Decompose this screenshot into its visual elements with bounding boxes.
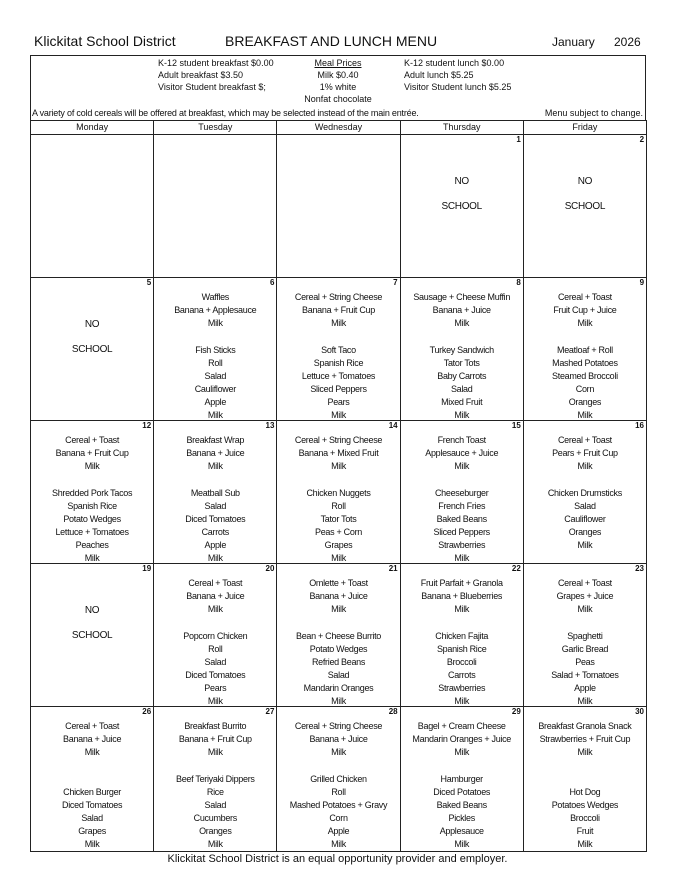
menu-item: Cereal + Toast xyxy=(65,721,120,731)
day-number: 23 xyxy=(635,564,645,573)
day-cell xyxy=(401,278,524,420)
breakfast-menu xyxy=(154,577,276,616)
menu-item: Oranges xyxy=(199,826,232,836)
menu-item: Milk xyxy=(577,410,593,420)
price-line: Adult lunch $5.25 xyxy=(404,70,474,80)
menu-item: Grilled Chicken xyxy=(310,774,367,784)
no-school-line: NO xyxy=(454,176,469,187)
lunch-menu xyxy=(154,487,276,563)
menu-item: Peaches xyxy=(75,540,109,550)
menu-item: Hot Dog xyxy=(569,787,601,797)
day-number: 26 xyxy=(142,707,152,716)
menu-item: Milk xyxy=(84,839,100,849)
menu-item: Fruit Cup + Juice xyxy=(553,305,617,315)
menu-item: Banana + Juice xyxy=(309,591,368,601)
menu-item: Cauliflower xyxy=(194,384,236,394)
no-school-line: SCHOOL xyxy=(564,201,606,212)
menu-item: French Toast xyxy=(437,435,486,445)
menu-item: Milk xyxy=(577,461,593,471)
day-number: 28 xyxy=(388,707,398,716)
menu-item: Applesauce + Juice xyxy=(425,448,499,458)
day-header: Monday xyxy=(31,121,154,134)
breakfast-menu xyxy=(154,720,276,759)
menu-item: Broccoli xyxy=(446,657,477,667)
day-header: Wednesday xyxy=(277,121,400,134)
lunch-menu xyxy=(154,630,276,706)
menu-item: Garlic Bread xyxy=(561,644,609,654)
menu-item: Oranges xyxy=(568,527,602,537)
menu-item: Carrots xyxy=(201,527,229,537)
menu-item: Pears xyxy=(204,683,227,693)
lunch-menu xyxy=(401,344,523,420)
menu-item: Milk xyxy=(454,410,470,420)
day-number: 22 xyxy=(511,564,521,573)
day-number: 8 xyxy=(516,278,521,287)
menu-item: Pears xyxy=(327,397,350,407)
menu-item: Milk xyxy=(331,696,346,706)
day-cell xyxy=(31,135,154,277)
menu-item: Sliced Peppers xyxy=(310,384,367,394)
menu-item: Milk xyxy=(454,318,470,328)
menu-item: Omlette + Toast xyxy=(309,578,368,588)
menu-item: French Fries xyxy=(438,501,486,511)
day-cell xyxy=(277,564,400,706)
menu-item: Roll xyxy=(208,358,223,368)
menu-item: Sliced Peppers xyxy=(433,527,490,537)
menu-item: Meatball Sub xyxy=(190,488,240,498)
week-row xyxy=(31,421,646,564)
breakfast-menu xyxy=(277,577,399,616)
menu-item: Mashed Potatoes xyxy=(552,358,618,368)
menu-item: Lettuce + Tomatoes xyxy=(301,371,376,381)
no-school-line: SCHOOL xyxy=(71,630,113,641)
menu-item: Rice xyxy=(206,787,224,797)
menu-item: Fruit xyxy=(576,826,594,836)
menu-item: Salad xyxy=(81,813,103,823)
menu-item: Turkey Sandwich xyxy=(429,345,494,355)
menu-item: Milk xyxy=(577,540,593,550)
menu-item: Apple xyxy=(204,540,227,550)
breakfast-menu xyxy=(31,434,153,473)
weeks-container xyxy=(31,135,646,851)
menu-item: Sausage + Cheese Muffin xyxy=(413,292,511,302)
menu-item: Milk xyxy=(577,318,593,328)
day-number: 14 xyxy=(388,421,398,430)
menu-item: Bean + Cheese Burrito xyxy=(296,631,382,641)
day-number: 1 xyxy=(516,135,521,144)
menu-item: Mandarin Oranges + Juice xyxy=(412,734,512,744)
menu-item: Cereal + String Cheese xyxy=(294,721,383,731)
menu-item: Strawberries xyxy=(438,540,486,550)
day-cell xyxy=(401,421,524,563)
menu-item: Roll xyxy=(331,501,346,511)
day-cell xyxy=(154,707,277,851)
breakfast-menu xyxy=(401,291,523,330)
lunch-menu xyxy=(277,630,399,706)
menu-item: Steamed Broccoli xyxy=(552,371,618,381)
menu-item: Cauliflower xyxy=(564,514,606,524)
menu-item: Popcorn Chicken xyxy=(183,631,248,641)
breakfast-menu xyxy=(401,577,523,616)
menu-item: Milk xyxy=(207,604,223,614)
menu-item: Milk xyxy=(207,696,223,706)
lunch-menu xyxy=(277,773,399,851)
no-school xyxy=(31,312,153,362)
day-number: 15 xyxy=(511,421,521,430)
menu-item: Banana + Juice xyxy=(63,734,122,744)
menu-item: Banana + Blueberries xyxy=(421,591,503,601)
no-school xyxy=(31,598,153,648)
no-school-line: SCHOOL xyxy=(441,201,482,212)
menu-item: Salad xyxy=(204,371,227,381)
lunch-menu xyxy=(154,773,276,851)
day-number: 5 xyxy=(146,278,152,287)
menu-item: Milk xyxy=(331,410,346,420)
day-cell xyxy=(154,421,277,563)
menu-item: Roll xyxy=(331,787,346,797)
menu-item: Grapes xyxy=(324,540,353,550)
month: January xyxy=(552,35,595,49)
day-number: 13 xyxy=(265,421,275,430)
day-number: 30 xyxy=(635,707,645,716)
menu-item: Cucumbers xyxy=(193,813,237,823)
no-school-line: SCHOOL xyxy=(71,344,113,355)
menu-item: Milk xyxy=(84,747,100,757)
price-line: K-12 student lunch $0.00 xyxy=(404,58,505,68)
menu-item: Banana + Fruit Cup xyxy=(302,305,375,315)
menu-item: Banana + Juice xyxy=(186,591,245,601)
menu-item: Shredded Pork Tacos xyxy=(52,488,133,498)
day-number: 21 xyxy=(388,564,398,573)
menu-item: Beef Teriyaki Dippers xyxy=(176,774,255,784)
menu-item: Roll xyxy=(208,644,223,654)
menu-item: Cheeseburger xyxy=(434,488,489,498)
year: 2026 xyxy=(614,35,641,49)
day-cell xyxy=(31,564,154,706)
menu-item: Breakfast Burrito xyxy=(184,721,247,731)
cereal-note: A variety of cold cereals will be offered at breakfast, which may be selected instead of the main entrée. xyxy=(32,108,419,118)
menu-item: Peas + Corn xyxy=(315,527,362,537)
day-number: 16 xyxy=(635,421,645,430)
menu-item: Tator Tots xyxy=(320,514,357,524)
meal-prices-title: Meal Prices xyxy=(314,58,362,68)
menu-item: Cereal + Toast xyxy=(557,578,612,588)
menu-item: Tator Tots xyxy=(443,358,480,368)
menu-item: Milk xyxy=(454,839,470,849)
lunch-menu xyxy=(401,773,523,851)
week-row xyxy=(31,564,646,707)
price-line: Nonfat chocolate xyxy=(304,94,372,104)
menu-item: Banana + Juice xyxy=(432,305,491,315)
menu-item: Breakfast Granola Snack xyxy=(538,721,632,731)
day-number: 20 xyxy=(265,564,275,573)
menu-item: Carrots xyxy=(448,670,476,680)
day-cell xyxy=(401,135,524,277)
menu-item: Pickles xyxy=(448,813,475,823)
menu-item: Strawberries + Fruit Cup xyxy=(539,734,631,744)
menu-item: Milk xyxy=(207,747,223,757)
day-header: Thursday xyxy=(401,121,524,134)
breakfast-menu xyxy=(277,434,399,473)
menu-item: Salad xyxy=(574,501,596,511)
menu-item: Milk xyxy=(454,604,470,614)
district-name: Klickitat School District xyxy=(34,33,176,49)
lunch-prices xyxy=(404,57,511,93)
day-cell xyxy=(524,564,646,706)
menu-item: Milk xyxy=(577,696,593,706)
day-cell xyxy=(277,421,400,563)
price-line: Visitor Student lunch $5.25 xyxy=(404,82,512,92)
menu-item: Banana + Applesauce xyxy=(174,305,257,315)
menu-item: Hamburger xyxy=(440,774,483,784)
breakfast-menu xyxy=(154,434,276,473)
menu-item: Milk xyxy=(84,461,100,471)
menu-item xyxy=(524,773,646,786)
week-row xyxy=(31,707,646,851)
lunch-menu xyxy=(401,630,523,706)
no-school-line: NO xyxy=(84,319,100,330)
menu-item: Cereal + Toast xyxy=(65,435,120,445)
menu-change-note: Menu subject to change. xyxy=(544,108,643,118)
menu-item: Mandarin Oranges xyxy=(303,683,374,693)
menu-item: Diced Potatoes xyxy=(433,787,491,797)
breakfast-menu xyxy=(524,720,646,759)
lunch-menu xyxy=(277,344,399,420)
day-number: 2 xyxy=(639,135,645,144)
menu-item: Milk xyxy=(207,410,223,420)
day-header-row xyxy=(31,121,646,135)
day-cell xyxy=(524,707,646,851)
lunch-menu xyxy=(524,773,646,851)
lunch-menu xyxy=(31,773,153,851)
menu-item: Pears + Fruit Cup xyxy=(552,448,618,458)
menu-item: Banana + Fruit Cup xyxy=(55,448,129,458)
menu-item: Milk xyxy=(454,553,470,563)
menu-item: Peas xyxy=(575,657,595,667)
menu-item: Potatoes Wedges xyxy=(551,800,619,810)
menu-item: Bagel + Cream Cheese xyxy=(417,721,506,731)
day-number: 9 xyxy=(639,278,645,287)
menu-item: Cereal + Toast xyxy=(557,292,612,302)
menu-item: Potato Wedges xyxy=(63,514,121,524)
menu-item: Milk xyxy=(331,461,346,471)
menu-item: Milk xyxy=(331,553,346,563)
menu-item: Cereal + Toast xyxy=(188,578,243,588)
day-cell xyxy=(277,707,400,851)
no-school xyxy=(524,169,646,219)
menu-item: Milk xyxy=(331,747,346,757)
menu-item: Corn xyxy=(329,813,348,823)
menu-item: Soft Taco xyxy=(321,345,356,355)
price-line: Visitor Student breakfast $; xyxy=(158,82,266,92)
day-cell xyxy=(401,564,524,706)
day-cell xyxy=(277,278,400,420)
footer-statement: Klickitat School District is an equal opportunity provider and employer. xyxy=(167,853,508,865)
breakfast-menu xyxy=(524,434,646,473)
no-school-line: NO xyxy=(577,176,593,187)
menu-item: Spanish Rice xyxy=(436,644,487,654)
day-cell xyxy=(154,135,277,277)
menu-item: Milk xyxy=(84,553,100,563)
menu-item: Diced Tomatoes xyxy=(185,670,246,680)
menu-item: Salad xyxy=(204,800,227,810)
menu-item: Fish Sticks xyxy=(195,345,236,355)
menu-item: Chicken Fajita xyxy=(435,631,489,641)
menu-item: Milk xyxy=(454,696,470,706)
menu-item: Fruit Parfait + Granola xyxy=(420,578,503,588)
menu-item: Milk xyxy=(207,461,223,471)
menu-item: Salad + Tomatoes xyxy=(551,670,619,680)
menu-item: Banana + Juice xyxy=(186,448,245,458)
menu-item: Cereal + String Cheese xyxy=(294,292,383,302)
page-title: BREAKFAST AND LUNCH MENU xyxy=(225,33,438,49)
day-header: Tuesday xyxy=(154,121,277,134)
menu-item: Apple xyxy=(327,826,350,836)
day-cell xyxy=(154,564,277,706)
day-cell xyxy=(31,707,154,851)
price-line: K-12 student breakfast $0.00 xyxy=(158,58,274,68)
lunch-menu xyxy=(401,487,523,563)
menu-item: Chicken Nuggets xyxy=(306,488,371,498)
menu-item: Spanish Rice xyxy=(67,501,117,511)
day-cell xyxy=(31,421,154,563)
menu-item: Waffles xyxy=(201,292,230,302)
lunch-menu xyxy=(524,630,646,706)
menu-item xyxy=(31,773,153,786)
day-cell xyxy=(401,707,524,851)
day-cell xyxy=(524,135,646,277)
day-number: 12 xyxy=(142,421,152,430)
menu-item: Salad xyxy=(450,384,473,394)
day-cell xyxy=(277,135,400,277)
menu-item: Grapes + Juice xyxy=(556,591,614,601)
menu-item: Chicken Burger xyxy=(63,787,122,797)
menu-item: Spaghetti xyxy=(567,631,603,641)
menu-item: Diced Tomatoes xyxy=(185,514,246,524)
menu-item: Corn xyxy=(575,384,595,394)
day-number: 7 xyxy=(393,278,398,287)
menu-item: Milk xyxy=(207,318,223,328)
menu-item: Spanish Rice xyxy=(313,358,364,368)
no-school xyxy=(401,169,523,219)
day-cell xyxy=(31,278,154,420)
menu-item: Refried Beans xyxy=(311,657,366,667)
week-row xyxy=(31,278,646,421)
breakfast-menu xyxy=(154,291,276,330)
menu-item: Oranges xyxy=(568,397,602,407)
day-cell xyxy=(524,421,646,563)
menu-item: Mashed Potatoes + Gravy xyxy=(289,800,388,810)
menu-item: Lettuce + Tomatoes xyxy=(55,527,129,537)
menu-item: Baked Beans xyxy=(436,514,487,524)
menu-item: Mixed Fruit xyxy=(441,397,483,407)
menu-item: Milk xyxy=(331,604,346,614)
menu-item: Cereal + Toast xyxy=(557,435,612,445)
breakfast-menu xyxy=(31,720,153,759)
no-school-line: NO xyxy=(84,605,100,616)
price-line: Milk $0.40 xyxy=(317,70,359,80)
menu-item: Milk xyxy=(207,839,223,849)
menu-item: Potato Wedges xyxy=(309,644,368,654)
breakfast-prices xyxy=(158,57,274,93)
menu-item: Banana + Fruit Cup xyxy=(178,734,252,744)
day-cell xyxy=(154,278,277,420)
day-number: 6 xyxy=(269,278,275,287)
menu-item: Diced Tomatoes xyxy=(62,800,123,810)
lunch-menu xyxy=(524,344,646,420)
menu-item: Broccoli xyxy=(570,813,600,823)
lunch-menu xyxy=(524,487,646,552)
menu-item: Breakfast Wrap xyxy=(186,435,245,445)
day-number: 29 xyxy=(511,707,521,716)
week-row xyxy=(31,135,646,278)
menu-item: Apple xyxy=(204,397,227,407)
menu-item: Milk xyxy=(577,839,593,849)
menu-item: Milk xyxy=(331,318,346,328)
menu-item: Milk xyxy=(577,604,593,614)
menu-item: Applesauce xyxy=(439,826,484,836)
breakfast-menu xyxy=(401,434,523,473)
menu-item: Apple xyxy=(574,683,596,693)
breakfast-menu xyxy=(524,577,646,616)
menu-item: Baby Carrots xyxy=(437,371,487,381)
breakfast-menu xyxy=(277,291,399,330)
day-number: 27 xyxy=(265,707,275,716)
day-number: 19 xyxy=(142,564,152,573)
breakfast-menu xyxy=(401,720,523,759)
day-header: Friday xyxy=(572,122,598,132)
breakfast-menu xyxy=(277,720,399,759)
price-line: Adult breakfast $3.50 xyxy=(158,70,244,80)
menu-item: Banana + Mixed Fruit xyxy=(298,448,379,458)
lunch-menu xyxy=(154,344,276,420)
menu-item: Milk xyxy=(454,461,470,471)
menu-item: Grapes xyxy=(78,826,106,836)
day-cell xyxy=(524,278,646,420)
lunch-menu xyxy=(31,487,153,563)
breakfast-menu xyxy=(524,291,646,330)
menu-item: Banana + Juice xyxy=(309,734,368,744)
price-line: 1% white xyxy=(319,82,357,92)
menu-calendar xyxy=(30,120,647,852)
menu-item: Salad xyxy=(204,657,227,667)
menu-item: Meatloaf + Roll xyxy=(557,345,613,355)
menu-item: Chicken Drumsticks xyxy=(547,488,622,498)
menu-item: Salad xyxy=(327,670,350,680)
menu-item: Strawberries xyxy=(438,683,486,693)
menu-item: Cereal + String Cheese xyxy=(294,435,383,445)
menu-item: Milk xyxy=(454,747,470,757)
menu-item: Milk xyxy=(331,839,346,849)
lunch-menu xyxy=(277,487,399,563)
menu-item: Salad xyxy=(204,501,227,511)
menu-item: Milk xyxy=(577,747,593,757)
menu-item: Milk xyxy=(207,553,223,563)
milk-prices xyxy=(293,57,383,105)
menu-item: Baked Beans xyxy=(436,800,487,810)
